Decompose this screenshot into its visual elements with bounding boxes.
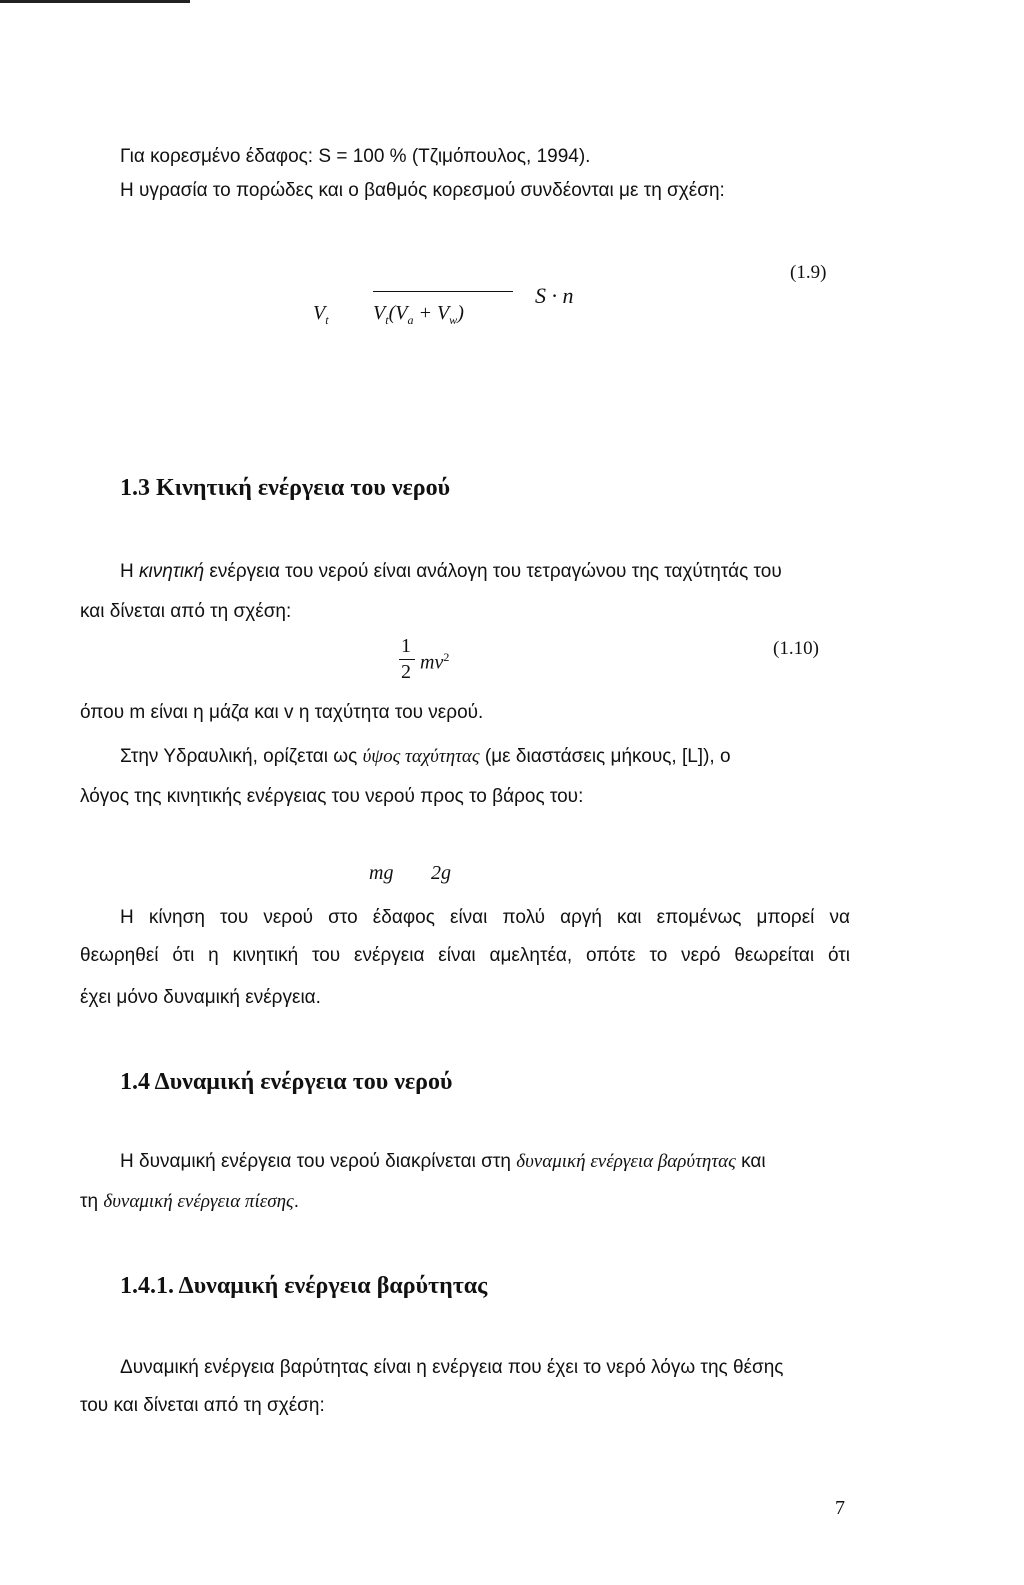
potential-para-line-2: τη δυναμική ενέργεια πίεσης. [80,1191,300,1212]
eq110-fraction-bar [399,659,415,660]
eq19-rhs: S · n [535,283,574,308]
hydraulics-line-1: Στην Υδραυλική, ορίζεται ως ύψος ταχύτητας (με διαστάσεις μήκους, [L]), ο [120,746,731,767]
page-number: 7 [835,1497,845,1519]
section-1-4-1-heading: 1.4.1. Δυναμική ενέργεια βαρύτητας [120,1273,488,1299]
hydraulics-line-2: λόγος της κινητικής ενέργειας του νερού προς το βάρος του: [80,786,584,807]
eq19-lhs: $V_t$ [313,302,329,327]
eq-vh-right: 2g [431,862,451,884]
scan-edge-line [0,0,190,3]
motion-line-3: έχει μόνο δυναμική ενέργεια. [80,987,321,1008]
eq110-numerator: 1 [401,635,411,657]
where-line: όπου m είναι η μάζα και v η ταχύτητα του νερού. [80,702,484,723]
section-1-3-heading: 1.3 Κινητική ενέργεια του νερού [120,475,451,501]
section-1-4-heading: 1.4 Δυναμική ενέργεια του νερού [120,1069,453,1095]
eq19-number: (1.9) [790,262,827,283]
para-saturated-soil: Για κορεσμένο έδαφος: S = 100 % (Τζιμόπουλος, 1994). [120,146,591,167]
potential-para-line-1: Η δυναμική ενέργεια του νερού διακρίνεται στη δυναμική ενέργεια βαρύτητας και [120,1151,766,1172]
eq19-fraction-bar [373,291,513,292]
eq110-body: $mv^2$ [420,650,450,674]
kinetic-para-line-1: Η κινητική ενέργεια του νερού είναι ανάλογη του τετραγώνου της ταχύτητάς του [120,561,782,582]
eq-vh-left: mg [369,862,394,884]
eq110-number: (1.10) [773,638,819,659]
para-moisture-relation: Η υγρασία το πορώδες και ο βαθμός κορεσμού συνδέονται με τη σχέση: [120,180,725,201]
motion-line-2: θεωρηθεί ότι η κινητική του ενέργεια είναι αμελητέα, οπότε το νερό θεωρείται ότι [80,945,850,966]
kinetic-para-line-2: και δίνεται από τη σχέση: [80,601,292,622]
gravity-para-line-1: Δυναμική ενέργεια βαρύτητας είναι η ενέργεια που έχει το νερό λόγω της θέσης [120,1357,784,1378]
eq110-denominator: 2 [401,661,411,683]
eq19-denominator: $V_t(V_a + V_w)$ [373,302,464,327]
gravity-para-line-2: του και δίνεται από τη σχέση: [80,1395,325,1416]
motion-line-1: Η κίνηση του νερού στο έδαφος είναι πολύ αργή και επομένως μπορεί να [120,907,850,928]
